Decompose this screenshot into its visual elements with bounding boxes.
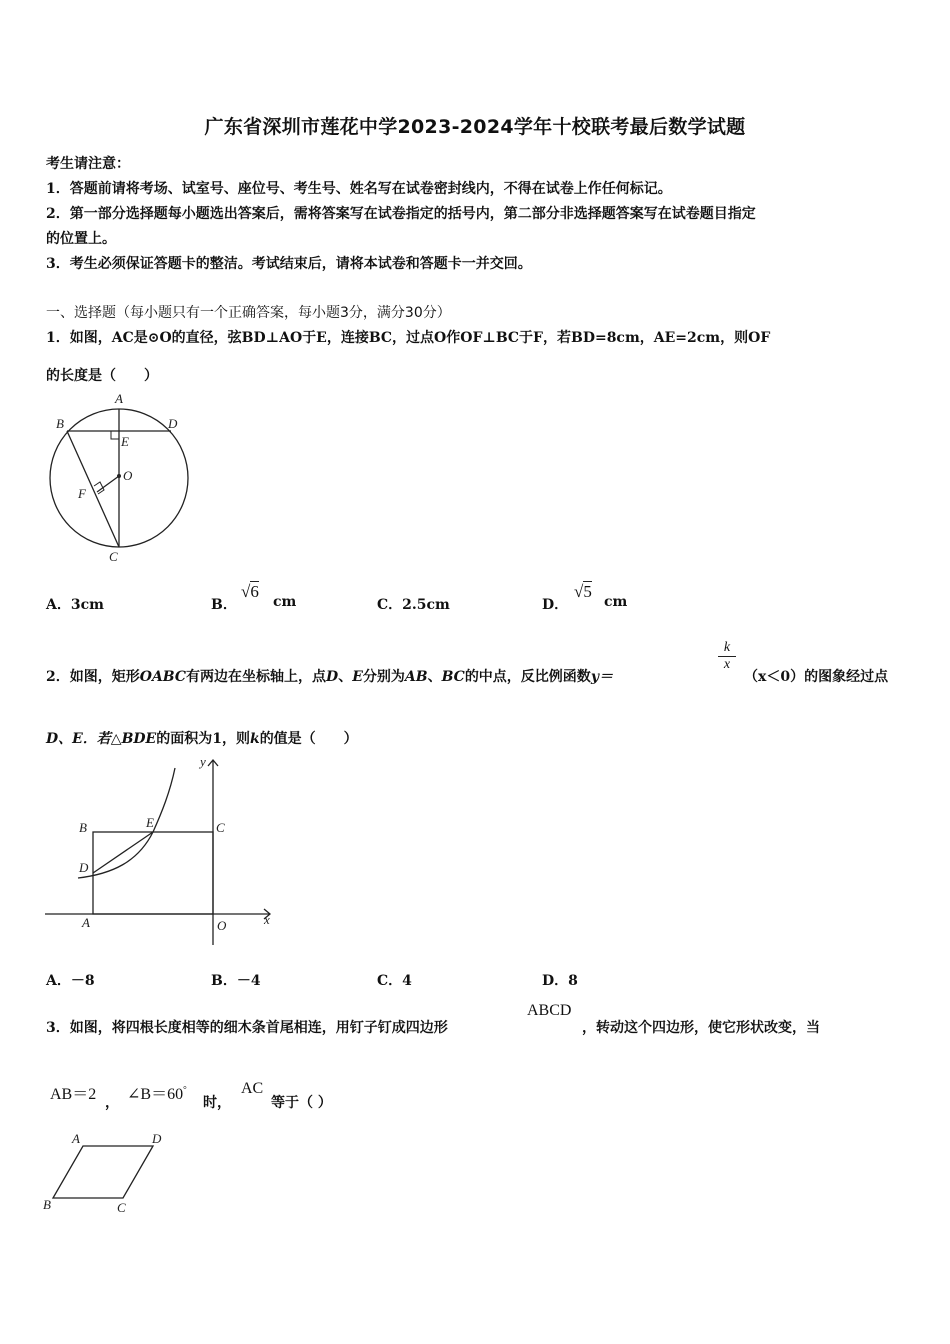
label-e: E (121, 434, 129, 449)
q1-option-d-root (574, 582, 592, 602)
label-o: O (217, 918, 227, 933)
q2-graph-figure (42, 752, 282, 952)
q2-bde: BDE (121, 731, 157, 747)
radicand-6: 6 (250, 582, 259, 601)
q1-option-b[interactable] (211, 594, 237, 614)
option-d-prefix: D． (542, 597, 569, 613)
segment-bc (67, 431, 119, 547)
q3-ac: AC (241, 1080, 264, 1097)
q2-option-d[interactable]: D．8 (542, 973, 578, 989)
label-b: B (56, 416, 64, 431)
sqrt-sign-icon: √ (574, 582, 584, 601)
q2-t3: 分别为 (362, 669, 405, 685)
notice-item-2: 2．第一部分选择题每小题选出答案后，需将答案写在试卷指定的括号内，第二部分非选择题答案写在试卷题目指定 (46, 206, 756, 222)
q2-condition: （x＜0）的图象经过点 (744, 669, 889, 685)
label-y: y (200, 754, 206, 769)
q2-t1: 2．如图，矩形 (46, 669, 140, 685)
q2-bc: BC (441, 669, 465, 685)
radicand-5: 5 (583, 582, 592, 601)
notice-item-1: 1．答题前请将考场、试室号、座位号、考生号、姓名写在试卷密封线内，不得在试卷上作任何标记。 (46, 181, 672, 197)
q2-option-b[interactable]: B．－4 (211, 973, 261, 989)
fraction-numerator: k (718, 640, 736, 657)
label-d: D (168, 416, 178, 431)
fraction-denominator: x (723, 657, 731, 672)
q1-text-line1: 1．如图，AC是⊙O的直径，弦BD⊥AO于E，连接BC，过点O作OF⊥BC于F，若BD=8cm，AE=2cm，则OF (46, 330, 771, 346)
q2-yeq: y＝ (590, 669, 613, 685)
q1-option-d-unit: cm (604, 594, 628, 610)
notice-item-3: 3．考生必须保证答题卡的整洁。考试结束后，请将本试卷和答题卡一并交回。 (46, 256, 532, 272)
q3-angle (127, 1081, 187, 1104)
q1-option-d[interactable] (542, 594, 568, 614)
q2-e: E (352, 669, 363, 685)
q1-option-b-unit: cm (273, 594, 297, 610)
label-c: C (109, 549, 118, 564)
q1-text-line2: 的长度是（ ） (46, 368, 158, 384)
right-angle-f (94, 482, 104, 494)
degree-sign: ° (183, 1084, 187, 1095)
q2-d: D (326, 669, 339, 685)
q2-t2: 有两边在坐标轴上，点 (186, 669, 327, 685)
q2-t4: 的中点，反比例函数 (464, 669, 591, 685)
q1-circle-figure (42, 390, 202, 565)
q2-sep1: 、 (338, 669, 353, 685)
q2-text-line2 (46, 728, 358, 748)
label-b: B (43, 1197, 51, 1212)
q2-fraction (718, 640, 736, 673)
center-dot (117, 474, 121, 478)
label-e: E (146, 815, 154, 830)
q3-comma: ， (105, 1095, 119, 1111)
q3-abcd: ABCD (527, 1002, 572, 1019)
q3-when: 时， (203, 1095, 231, 1111)
q1-option-b-root (241, 582, 259, 602)
rectangle-oabc (93, 832, 213, 914)
q2-option-c[interactable]: C．4 (377, 973, 412, 989)
label-a: A (115, 391, 123, 406)
label-c: C (216, 820, 225, 835)
q3-text-line1a: 3．如图，将四根长度相等的细木条首尾相连，用钉子钉成四边形 (46, 1020, 448, 1036)
notice-heading: 考生请注意： (46, 156, 130, 172)
right-angle-e (111, 431, 119, 439)
q2-k: k (249, 731, 260, 747)
label-x: x (264, 912, 270, 927)
notice-item-2-cont: 的位置上。 (46, 231, 116, 247)
q2-t7: 的值是（ ） (259, 731, 358, 747)
page-title: 广东省深圳市莲花中学2023-2024学年十校联考最后数学试题 (204, 116, 746, 138)
option-b-prefix: B． (211, 597, 237, 613)
segment-of (97, 476, 119, 492)
sqrt-sign-icon: √ (241, 582, 251, 601)
q3-ab-eq: AB＝2 (50, 1086, 97, 1103)
q2-text-line1 (46, 666, 613, 686)
q3-rhombus-figure (40, 1127, 180, 1219)
q2-sep2: 、 (427, 669, 442, 685)
label-b: B (79, 820, 87, 835)
segment-de (93, 832, 153, 873)
q3-text-line1b: ，转动这个四边形，使它形状改变，当 (582, 1020, 820, 1036)
q3-answer-paren: 等于（ ） (271, 1095, 332, 1111)
label-o: O (123, 468, 133, 483)
q2-t6: 的面积为1，则 (156, 731, 250, 747)
q2-option-a[interactable]: A．－8 (46, 973, 95, 989)
q1-option-c[interactable]: C．2.5cm (377, 597, 450, 613)
label-c: C (117, 1200, 126, 1215)
section-heading: 一、选择题（每小题只有一个正确答案，每小题3分，满分30分） (46, 305, 451, 321)
q2-ab: AB (404, 669, 428, 685)
q2-oabc: OABC (139, 669, 187, 685)
label-a: A (82, 915, 90, 930)
rhombus-abcd (53, 1146, 153, 1198)
label-a: A (72, 1131, 80, 1146)
label-d: D (79, 860, 89, 875)
q2-t5: D、E．若△ (46, 731, 122, 747)
angle-b-value: ∠B＝60 (127, 1086, 184, 1103)
q1-option-a[interactable]: A．3cm (46, 597, 104, 613)
label-f: F (78, 486, 86, 501)
label-d: D (152, 1131, 162, 1146)
